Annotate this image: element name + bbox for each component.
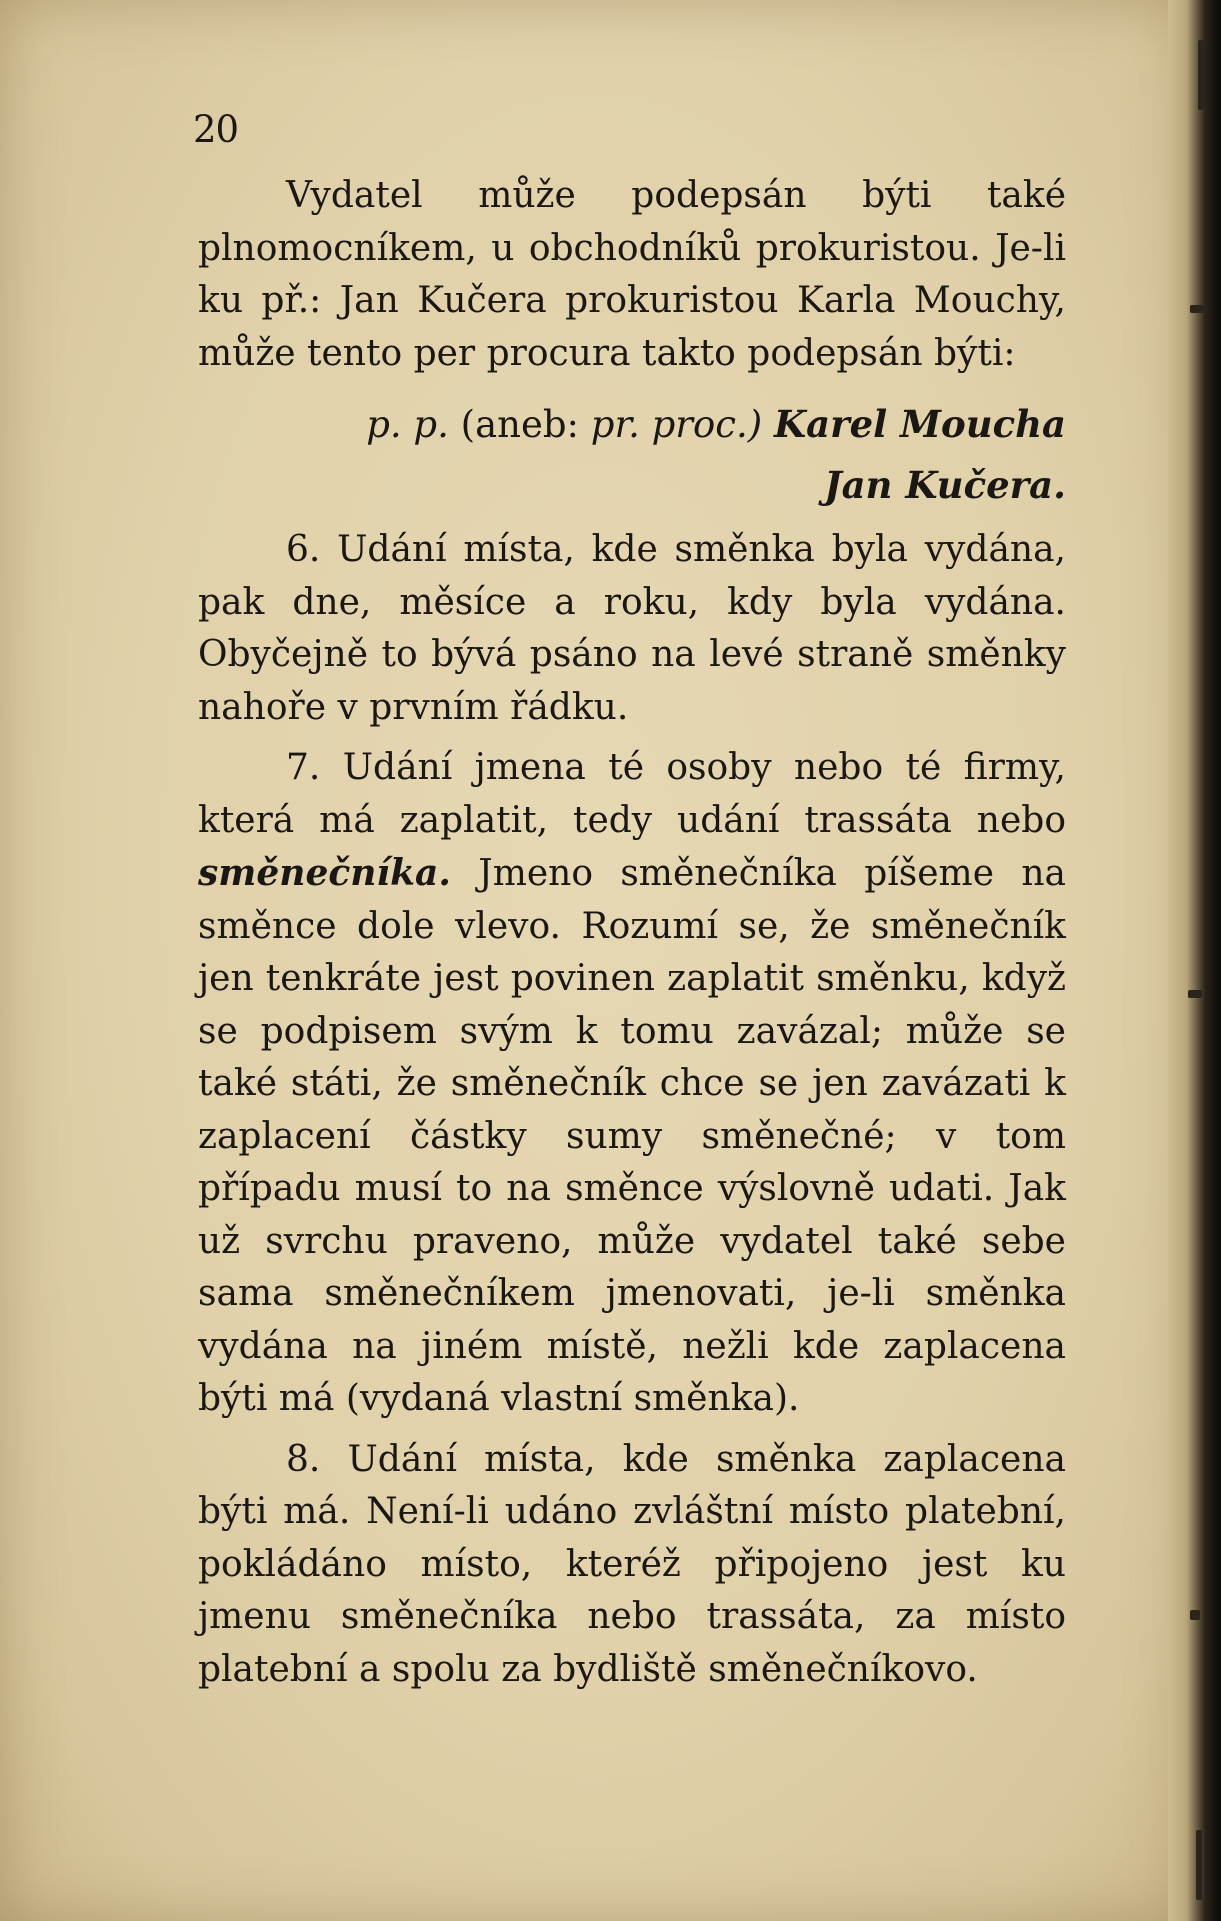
paragraph-intro: Vydatel může podepsán býti také plnomocníkem, u obchodníků prokuristou. Je-li ku př.: Jan Kučera prokuristou Karla Mouchy, může tento per procura takto podepsán býti: <box>198 175 1066 374</box>
paragraph-7-after: Jmeno směnečníka píšeme na směnce dole vlevo. Rozumí se, že směnečník jen tenkráte jest povinen zaplatit směnku, když se podpisem svým k tomu zavázal; může se také státi, že směnečník chce se jen zavázati k zaplacení částky sumy směnečné; v tom případu musí to na směnce výslovně udati. Jak už svrchu praveno, může vydatel také sebe sama směnečníkem jmenovati, je-li směnka vydána na jiném místě, nežli kde zaplacena býti má (vydaná vlastní směnka). <box>198 853 1066 1419</box>
signature-agent-name: Jan Kučera. <box>824 463 1066 507</box>
signature-prefix-prproc: pr. proc.) <box>590 403 763 446</box>
paragraph-7-before: 7. Udání jmena té osoby nebo té firmy, která má zaplatit, tedy udání trassáta nebo <box>198 747 1066 841</box>
signature-prefix-pp: p. p. <box>366 403 449 446</box>
per-procura-signature <box>366 394 1066 516</box>
edge-mark-3 <box>1190 1610 1200 1620</box>
numbered-sections <box>198 524 1066 1704</box>
paragraph-7-emphasis: směnečníka. <box>198 852 451 894</box>
signature-principal-name: Karel Moucha <box>773 402 1066 446</box>
intro-section <box>198 170 1066 388</box>
paragraph-6: 6. Udání místa, kde směnka byla vydána, pak dne, měsíce a roku, kdy byla vydána. Obyčejně to bývá psáno na levé straně směnky nahoře v prvním řádku. <box>198 529 1066 728</box>
signature-aneb: (aneb: <box>460 403 580 446</box>
edge-mark-1 <box>1190 305 1204 313</box>
edge-mark-top <box>1198 40 1204 110</box>
signature-line-1 <box>366 394 1066 455</box>
paragraph-8: 8. Udání místa, kde směnka zaplacena býti má. Není-li udáno zvláštní místo platební, pokládáno místo, kteréž připojeno jest ku jmenu směnečníka nebo trassáta, za místo platební a spolu za bydliště směnečníkovo. <box>198 1438 1066 1690</box>
edge-mark-bottom <box>1196 1830 1202 1900</box>
paragraph-7 <box>198 742 1066 1426</box>
edge-mark-2 <box>1188 990 1202 998</box>
page-number: 20 <box>193 108 239 151</box>
page-edge-shadow <box>1168 0 1221 1921</box>
signature-line-2 <box>366 455 1066 516</box>
